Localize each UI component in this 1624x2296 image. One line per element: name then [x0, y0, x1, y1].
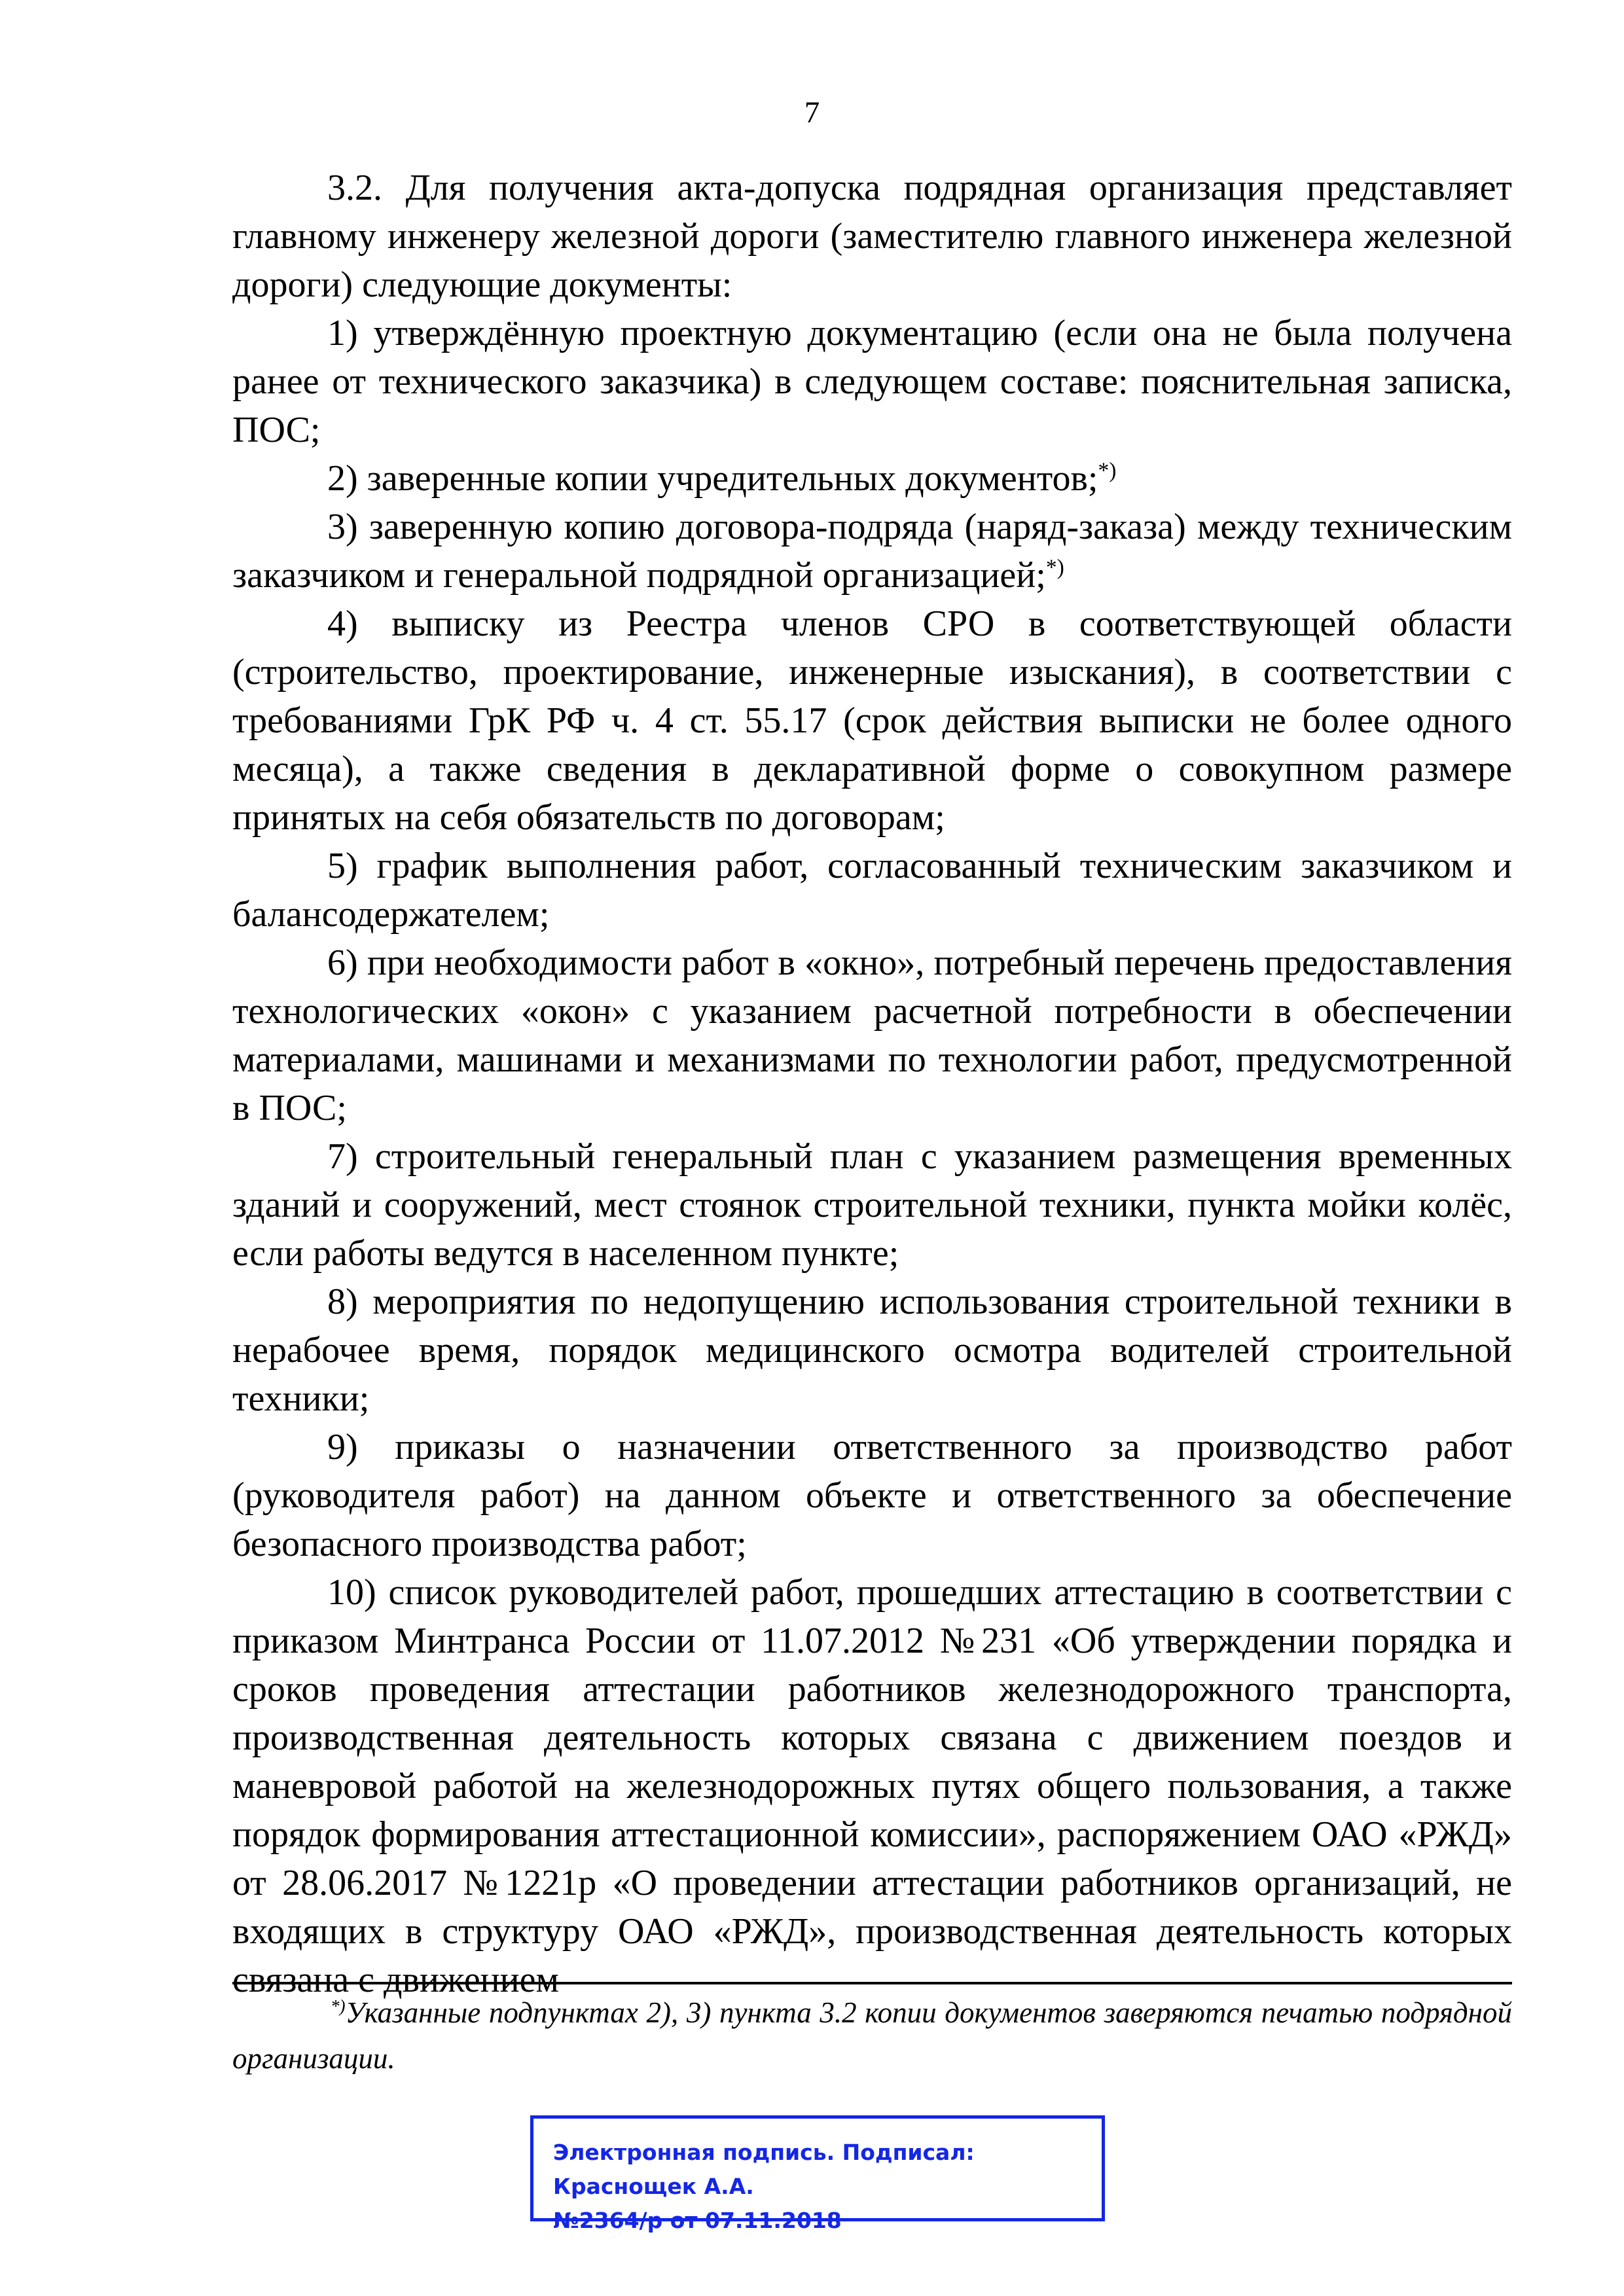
footnote: [232, 1990, 1512, 2081]
footnote-reference: *): [1045, 555, 1064, 580]
footnote-divider: [232, 1982, 1512, 1984]
stamp-line-number: №2364/р от 07.11.2018: [553, 2208, 842, 2233]
list-item-6: 6) при необходимости работ в «окно», потребный перечень предоставления технологических «окон» с указанием расчетной потребности в обеспечении материалами, машинами и механизмами по технологии работ, предусмотренной в ПОС;: [232, 942, 1512, 1128]
page-number: 7: [804, 96, 820, 130]
document-body: [232, 164, 1512, 2004]
list-item-7: 7) строительный генеральный план с указанием размещения временных зданий и сооружений, мест стоянок строительной техники, пункта мойки колёс, если работы ведутся в населенном пункте;: [232, 1136, 1512, 1274]
list-item-10: 10) список руководителей работ, прошедших аттестацию в соответствии с приказом Минтранса России от 11.07.2012 №231 «Об утверждении порядка и сроков проведения аттестации работников железнодорожного транспорта, производственная деятельность которых связана с движением поездов и маневровой работой на железнодорожных путях общего пользования, а также порядок формирования аттестационной комиссии», распоряжением ОАО «РЖД» от 28.06.2017 №1221р «О проведении аттестации работников организаций, не входящих в структуру ОАО «РЖД», производственная деятельность которых связана с движением: [232, 1572, 1512, 2000]
list-item-2: [232, 454, 1512, 503]
list-item-4: 4) выписку из Реестра членов СРО в соответствующей области (строительство, проектирование, инженерные изыскания), в соответствии с требованиями ГрК РФ ч. 4 ст. 55.17 (срок действия выписки не более одного месяца), а также сведения в декларативной форме о совокупном размере принятых на себя обязательств по договорам;: [232, 603, 1512, 838]
footnote-reference: *): [1098, 458, 1117, 483]
footnote-mark: *): [331, 1996, 346, 2016]
list-item-2-text: 2) заверенные копии учредительных документов;: [327, 458, 1098, 499]
list-item-3-text: 3) заверенную копию договора-подряда (наряд-заказа) между техническим заказчиком и генеральной подрядной организацией;: [232, 507, 1512, 596]
list-item-5: 5) график выполнения работ, согласованный техническим заказчиком и балансодержателем;: [232, 846, 1512, 935]
list-item-1: 1) утверждённую проектную документацию (если она не была получена ранее от технического заказчика) в следующем составе: пояснительная записка, ПОС;: [232, 313, 1512, 450]
list-item-8: 8) мероприятия по недопущению использования строительной техники в нерабочее время, порядок медицинского осмотра водителей строительной техники;: [232, 1282, 1512, 1419]
paragraph-3-2: 3.2. Для получения акта-допуска подрядная организация представляет главному инженеру железной дороги (заместителю главного инженера железной дороги) следующие документы:: [232, 168, 1512, 305]
stamp-line-signer: Электронная подпись. Подписал: Краснощек А.А.: [553, 2140, 975, 2199]
list-item-9: 9) приказы о назначении ответственного за производство работ (руководителя работ) на данном объекте и ответственного за обеспечение безопасного производства работ;: [232, 1427, 1512, 1564]
electronic-signature-stamp: [530, 2115, 1105, 2233]
list-item-3: [232, 503, 1512, 600]
footnote-text: Указанные подпунктах 2), 3) пункта 3.2 копии документов заверяются печатью подрядной организации.: [232, 1996, 1512, 2075]
